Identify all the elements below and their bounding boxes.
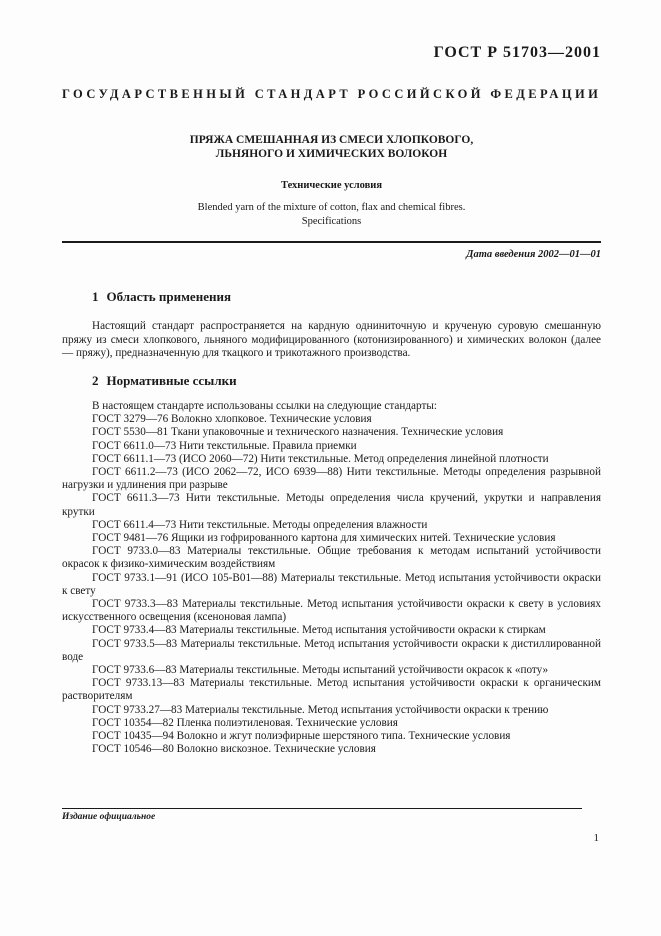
english-title-line-2: Specifications — [301, 216, 362, 227]
document-code: ГОСТ Р 51703—2001 — [433, 44, 601, 61]
references-intro: В настоящем стандарте использованы ссылки на следующие стандарты: — [92, 400, 437, 412]
reference-item: ГОСТ 6611.1—73 (ИСО 2060—72) Нити текстильные. Метод определения линейной плотности — [92, 452, 549, 465]
reference-item: ГОСТ 3279—76 Волокно хлопковое. Технические условия — [92, 413, 372, 426]
section-1-title: Область применения — [106, 289, 231, 304]
reference-item: ГОСТ 5530—81 Ткани упаковочные и технического назначения. Технические условия — [92, 426, 504, 439]
english-title — [62, 201, 601, 229]
reference-item: ГОСТ 10354—82 Пленка полиэтиленовая. Технические условия — [92, 716, 398, 729]
header-divider — [62, 241, 601, 243]
reference-item: ГОСТ 6611.2—73 (ИСО 2062—72, ИСО 6939—88) Нити текстильные. Методы определения разрывной нагрузки и удлинения при разрыве — [62, 466, 601, 492]
introduction-date: Дата введения 2002—01—01 — [466, 249, 601, 260]
footer-divider — [62, 808, 582, 809]
references-list — [62, 400, 601, 756]
reference-item: ГОСТ 9733.4—83 Материалы текстильные. Метод испытания устойчивости окраски к стиркам — [92, 624, 546, 637]
section-1-paragraph: Настоящий стандарт распространяется на кардную одниниточную и крученую суровую смешанную пряжу из смеси хлопкового, льняного модифицированного (котонизированного) и химических волокон (далее — пряжу), предназначенную для ткацкого и трикотажного производства. — [62, 320, 601, 360]
section-1-number: 1 — [92, 289, 99, 304]
english-title-line-1: Blended yarn of the mixture of cotton, flax and chemical fibres. — [197, 202, 466, 213]
title-line-1: ПРЯЖА СМЕШАННАЯ ИЗ СМЕСИ ХЛОПКОВОГО, — [189, 134, 474, 146]
reference-item: ГОСТ 6611.0—73 Нити текстильные. Правила приемки — [92, 439, 357, 452]
page-number: 1 — [593, 832, 599, 844]
reference-item: ГОСТ 6611.3—73 Нити текстильные. Методы определения числа кручений, укрутки и направления крутки — [62, 492, 601, 518]
title-line-2: ЛЬНЯНОГО И ХИМИЧЕСКИХ ВОЛОКОН — [215, 148, 448, 160]
reference-item: ГОСТ 9733.6—83 Материалы текстильные. Методы испытаний устойчивости окрасок к «поту» — [92, 664, 549, 677]
section-2-heading — [92, 373, 237, 389]
reference-item: ГОСТ 9733.3—83 Материалы текстильные. Метод испытания устойчивости окраски к свету в условиях искусственного освещения (ксеноновая лампа) — [62, 598, 601, 624]
reference-item: ГОСТ 9733.1—91 (ИСО 105-В01—88) Материалы текстильные. Метод испытания устойчивости окраски к свету — [62, 571, 601, 597]
edition-note: Издание официальное — [62, 812, 156, 822]
reference-item: ГОСТ 9733.13—83 Материалы текстильные. Метод испытания устойчивости окраски к органическим растворителям — [62, 677, 601, 703]
section-2-number: 2 — [92, 373, 99, 388]
reference-item: ГОСТ 9733.27—83 Материалы текстильные. Метод испытания устойчивости окраски к трению — [92, 703, 549, 716]
reference-item: ГОСТ 6611.4—73 Нити текстильные. Методы определения влажности — [92, 518, 428, 531]
section-1-heading — [92, 289, 231, 305]
reference-item: ГОСТ 9481—76 Ящики из гофрированного картона для химических нитей. Технические условия — [92, 532, 556, 545]
document-title — [62, 133, 601, 161]
reference-item: ГОСТ 10546—80 Волокно вискозное. Технические условия — [92, 743, 376, 756]
reference-item: ГОСТ 10435—94 Волокно и жгут полиэфирные шерстяного типа. Технические условия — [92, 730, 511, 743]
reference-item: ГОСТ 9733.5—83 Материалы текстильные. Метод испытания устойчивости окраски к дистиллированной воде — [62, 637, 601, 663]
section-2-title: Нормативные ссылки — [106, 373, 237, 388]
title-block — [62, 133, 601, 229]
document-subtitle: Технические условия — [280, 180, 383, 191]
reference-item: ГОСТ 9733.0—83 Материалы текстильные. Общие требования к методам испытаний устойчивости окрасок к физико-химическим воздействиям — [62, 545, 601, 571]
organization-heading: ГОСУДАРСТВЕННЫЙ СТАНДАРТ РОССИЙСКОЙ ФЕДЕРАЦИИ — [62, 87, 602, 101]
